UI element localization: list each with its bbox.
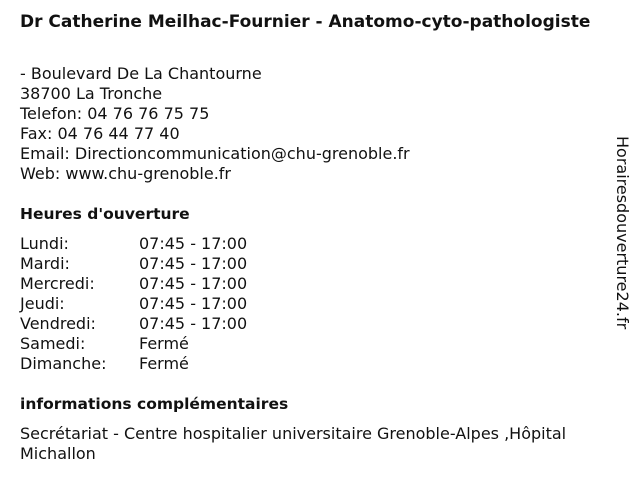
hours-heading: Heures d'ouverture: [20, 205, 190, 223]
city-postal: 38700 La Tronche: [20, 84, 163, 103]
hours-row-wednesday: [20, 274, 247, 294]
day-hours: 07:45 - 17:00: [139, 254, 248, 273]
street-address: - Boulevard De La Chantourne: [20, 64, 262, 83]
day-label: Samedi:: [20, 334, 86, 353]
day-label: Dimanche:: [20, 354, 107, 373]
day-label: Mardi:: [20, 254, 70, 273]
info-heading: informations complémentaires: [20, 395, 289, 413]
hours-row-sunday: [20, 354, 247, 374]
day-label: Mercredi:: [20, 274, 95, 293]
hours-row-monday: [20, 234, 247, 254]
day-hours: 07:45 - 17:00: [139, 294, 248, 313]
email-address: Email: Directioncommunication@chu-grenoble.fr: [20, 144, 410, 163]
day-hours: 07:45 - 17:00: [139, 274, 248, 293]
site-watermark-label: Horairesdouverture24.fr: [613, 136, 632, 330]
day-hours: Fermé: [139, 354, 189, 373]
day-label: Lundi:: [20, 234, 69, 253]
page-title: Dr Catherine Meilhac-Fournier - Anatomo-cyto-pathologiste: [20, 12, 591, 32]
day-hours: Fermé: [139, 334, 189, 353]
day-label: Jeudi:: [20, 294, 65, 313]
day-hours: 07:45 - 17:00: [139, 234, 248, 253]
hours-row-friday: [20, 314, 247, 334]
hours-row-tuesday: [20, 254, 247, 274]
hours-row-saturday: [20, 334, 247, 354]
phone-number: Telefon: 04 76 76 75 75: [20, 104, 210, 123]
hours-row-thursday: [20, 294, 247, 314]
opening-hours-table: [20, 234, 247, 374]
contact-block: [20, 64, 410, 184]
info-text: Secrétariat - Centre hospitalier universitaire Grenoble-Alpes ,Hôpital Michallon: [20, 424, 567, 463]
day-label: Vendredi:: [20, 314, 96, 333]
fax-number: Fax: 04 76 44 77 40: [20, 124, 180, 143]
website-link: Web: www.chu-grenoble.fr: [20, 164, 231, 183]
day-hours: 07:45 - 17:00: [139, 314, 248, 333]
